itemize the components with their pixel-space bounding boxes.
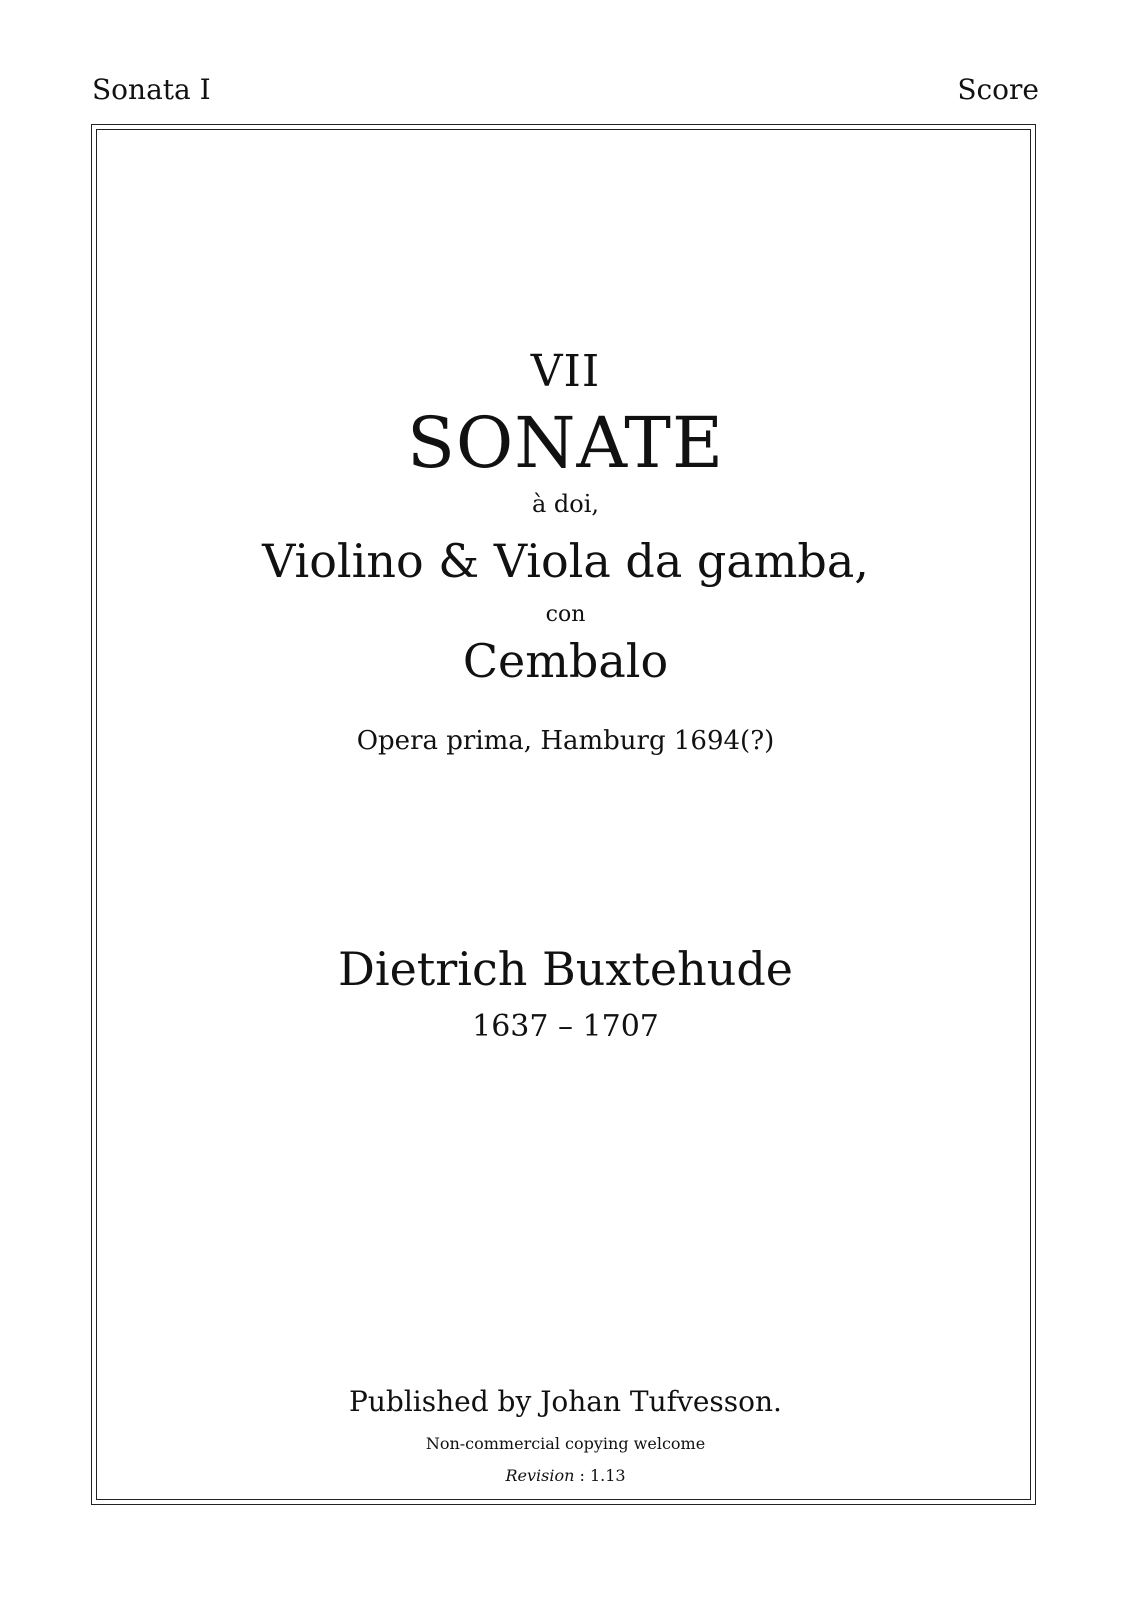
opus-info: Opera prima, Hamburg 1694(?)	[356, 726, 775, 756]
instrumentation: Violino & Viola da gamba,	[262, 534, 869, 588]
revision-separator: :	[574, 1466, 590, 1485]
revision-line	[0, 1468, 1131, 1484]
composer-dates: 1637 – 1707	[472, 1009, 659, 1044]
title-a-doi: à doi,	[531, 490, 600, 518]
revision-value: 1.13	[589, 1466, 626, 1485]
collection-number: VII	[530, 346, 601, 397]
page-border-inner	[96, 129, 1031, 1500]
running-head-title: Sonata I	[92, 73, 211, 106]
composer-name: Dietrich Buxtehude	[337, 942, 793, 996]
revision-label: Revision	[505, 1466, 575, 1485]
page-title: SONATE	[406, 402, 725, 484]
running-head-part: Score	[957, 73, 1039, 106]
title-con: con	[545, 602, 586, 627]
page-border	[91, 124, 1036, 1505]
publisher: Published by Johan Tufvesson.	[349, 1385, 782, 1418]
copying-notice: Non-commercial copying welcome	[425, 1434, 706, 1453]
continuo-instrument: Cembalo	[462, 634, 669, 688]
